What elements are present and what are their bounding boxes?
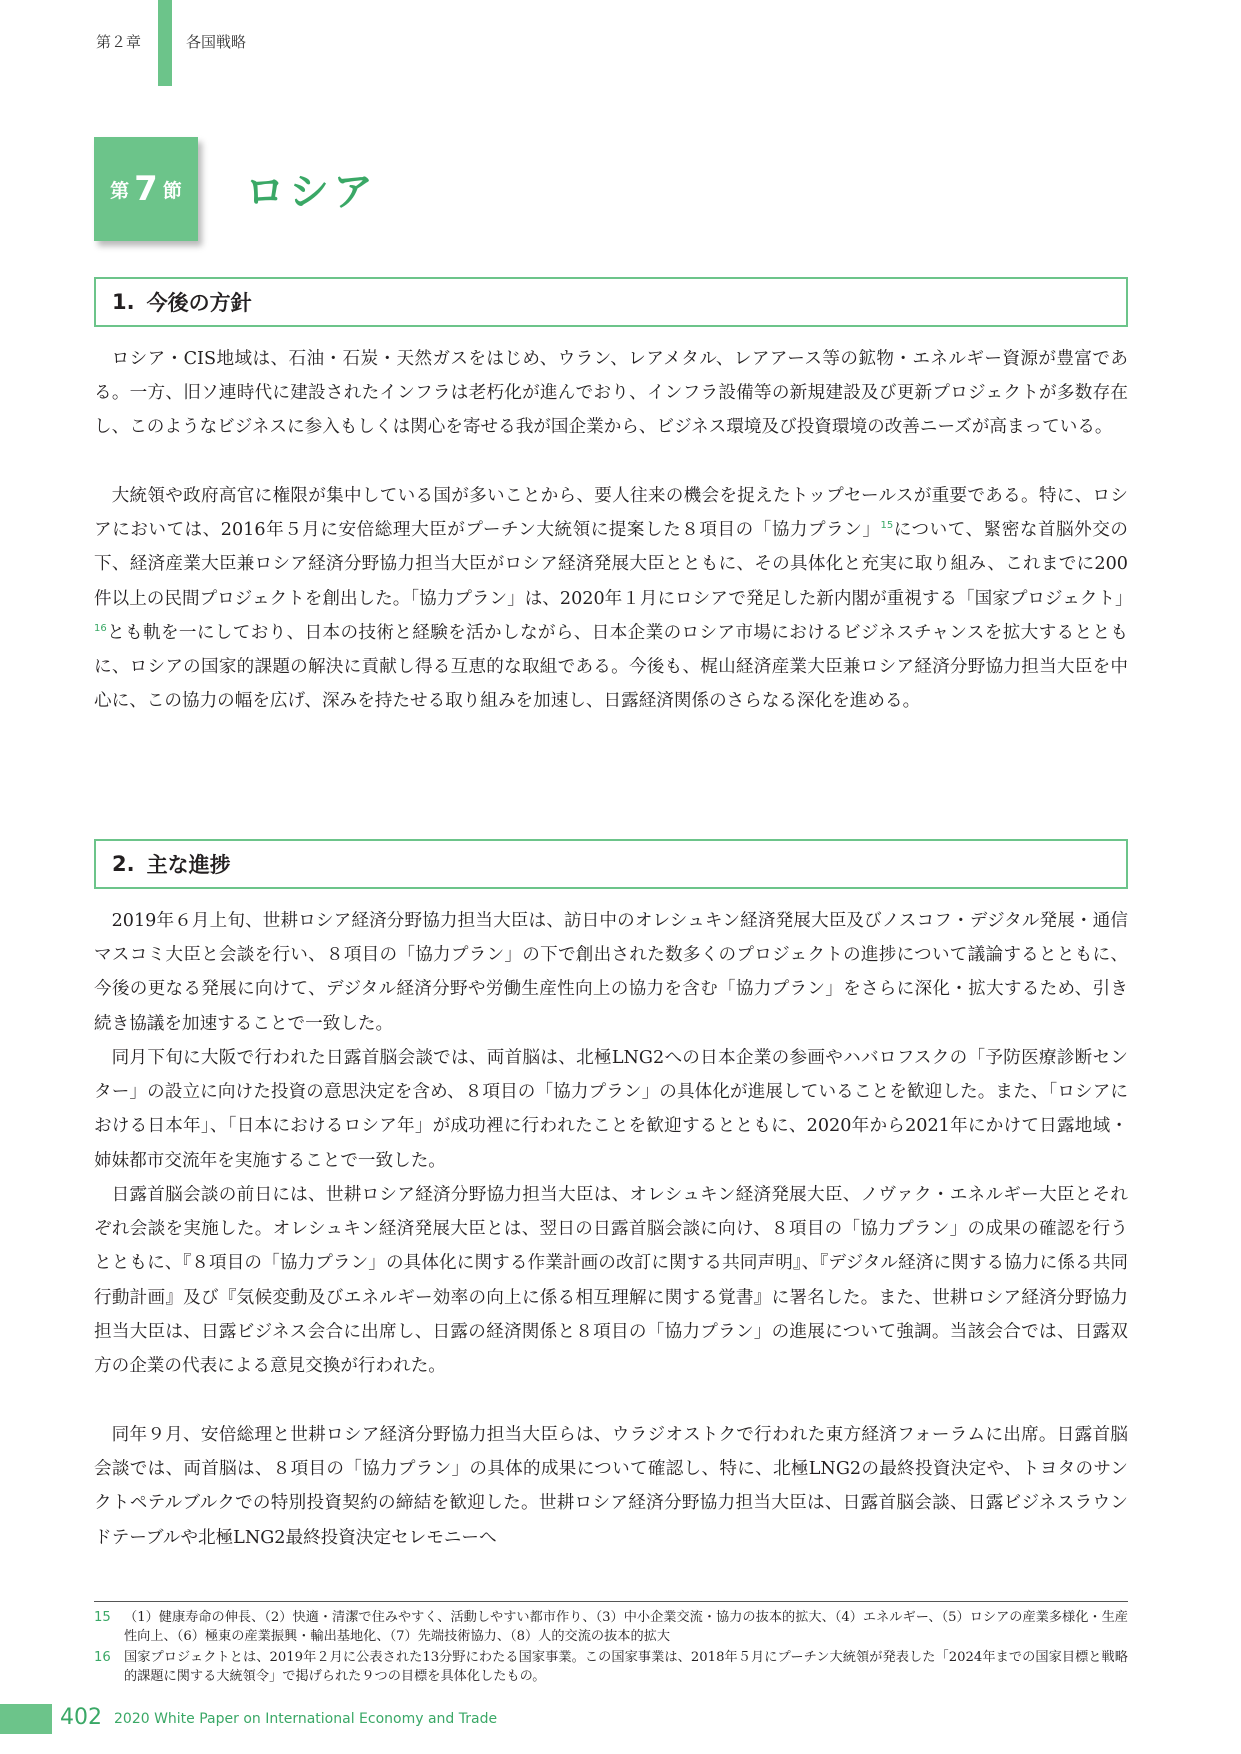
paragraph-text: について、緊密な首脳外交の下、経済産業大臣兼ロシア経済分野協力担当大臣がロシア経済発展大臣とともに、その具体化と充実に取り組み、これまでに200件以上の民間プロジェクトを創出した。「協力プラン」は、2020年１月にロシアで発足した新内閣が重視する「国家プロジェクト」 [94,520,1133,609]
paragraph-text: 大統領や政府高官に権限が集中している国が多いことから、要人往来の機会を捉えたトップセールスが重要である。特に、ロシアにおいては、2016年５月に安倍総理大臣がプーチン大統領に提案した８項目の「協力プラン」 [94,486,1128,541]
section-number: 7 [134,169,158,209]
folio-accent-bar [0,1704,52,1734]
body-paragraph: 2019年６月上旬、世耕ロシア経済分野協力担当大臣は、訪日中のオレシュキン経済発展大臣及びノスコフ・デジタル発展・通信マスコミ大臣と会談を行い、８項目の「協力プラン」の下で創出された数多くのプロジェクトの進捗について議論するとともに、今後の更なる発展に向けて、デジタル経済分野や労働生産性向上の協力を含む「協力プラン」をさらに深化・拡大するため、引き続き協議を加速することで一致した。 [94,911,1128,1034]
section-suffix: 節 [162,179,182,202]
footnote-number: 15 [94,1610,111,1625]
heading-progress [94,839,1128,889]
paragraph-text: とも軌を一にしており、日本の技術と経験を活かしながら、日本企業のロシア市場におけるビジネスチャンスを拡大するとともに、ロシアの国家的課題の解決に貢献し得る互恵的な取組である。今後も、梶山経済産業大臣兼ロシア経済分野協力担当大臣を中心に、この協力の幅を広げ、深みを持たせる取り組みを加速し、日露経済関係のさらなる深化を進める。 [94,622,1128,712]
section-title: ロシア [245,169,377,215]
footnote-divider [94,1601,1128,1602]
body-paragraph [94,479,1133,718]
body-paragraph: 同年９月、安倍総理と世耕ロシア経済分野協力担当大臣らは、ウラジオストクで行われた東方経済フォーラムに出席。日露首脳会談では、両首脳は、８項目の「協力プラン」の具体的成果について確認し、特に、北極LNG2の最終投資決定や、トヨタのサンクトペテルブルクでの特別投資契約の締結を歓迎した。世耕ロシア経済分野協力担当大臣は、日露首脳会談、日露ビジネスラウンドテーブルや北極LNG2最終投資決定セレモニーへ [94,1425,1128,1548]
heading-title: 今後の方針 [146,291,252,315]
chapter-section-label: 各国戦略 [186,33,247,51]
footnote [94,1648,1128,1686]
heading-number: 2. [112,852,135,876]
footnote [94,1608,1128,1646]
footnote-text: 国家プロジェクトとは、2019年２月に公表された13分野にわたる国家事業。この国家事業は、2018年５月にプーチン大統領が発表した「2024年までの国家目標と戦略的課題に関する大統領令」で掲げられた９つの目標を具体化したもの。 [124,1650,1128,1684]
footnote-number: 16 [94,1650,111,1665]
body-paragraph: 日露首脳会談の前日には、世耕ロシア経済分野協力担当大臣は、オレシュキン経済発展大臣、ノヴァク・エネルギー大臣とそれぞれ会談を実施した。オレシュキン経済発展大臣とは、翌日の日露首脳会談に向け、８項目の「協力プラン」の成果の確認を行うとともに、『８項目の「協力プラン」の具体化に関する作業計画の改訂に関する共同声明』、『デジタル経済に関する協力に係る共同行動計画』及び『気候変動及びエネルギー効率の向上に係る相互理解に関する覚書』に署名した。また、世耕ロシア経済分野協力担当大臣は、日露ビジネス会合に出席し、日露の経済関係と８項目の「協力プラン」の進展について強調。当該会合では、日露双方の企業の代表による意見交換が行われた。 [94,1185,1128,1377]
section-number-badge [94,137,198,241]
header-accent-bar [158,0,172,86]
body-paragraph: 同月下旬に大阪で行われた日露首脳会談では、両首脳は、北極LNG2への日本企業の参画やハバロフスクの「予防医療診断センター」の設立に向けた投資の意思決定を含め、８項目の「協力プラン」の具体化が進展していることを歓迎した。また、「ロシアにおける日本年」、「日本におけるロシア年」が成功裡に行われたことを歓迎するとともに、2020年から2021年にかけて日露地域・姉妹都市交流年を実施することで一致した。 [94,1048,1128,1171]
publication-title: 2020 White Paper on International Economy and Trade [114,1711,498,1727]
footnote-ref[interactable]: 15 [880,520,894,532]
heading-number: 1. [112,290,135,314]
heading-policy [94,277,1128,327]
footnote-ref[interactable]: 16 [94,622,107,634]
heading-title: 主な進捗 [146,853,231,877]
chapter-label: 第２章 [96,33,142,51]
page-number: 402 [60,1705,102,1730]
footnote-text: （1）健康寿命の伸長、（2）快適・清潔で住みやすく、活動しやすい都市作り、（3）中小企業交流・協力の抜本的拡大、（4）エネルギー、（5）ロシアの産業多様化・生産性向上、（6）極東の産業振興・輸出基地化、（7）先端技術協力、（8）人的交流の抜本的拡大 [124,1610,1128,1644]
section-prefix: 第 [110,179,130,202]
body-paragraph: ロシア・CIS地域は、石油・石炭・天然ガスをはじめ、ウラン、レアメタル、レアアース等の鉱物・エネルギー資源が豊富である。一方、旧ソ連時代に建設されたインフラは老朽化が進んでおり、インフラ設備等の新規建設及び更新プロジェクトが多数存在し、このようなビジネスに参入もしくは関心を寄せる我が国企業から、ビジネス環境及び投資環境の改善ニーズが高まっている。 [94,349,1128,438]
